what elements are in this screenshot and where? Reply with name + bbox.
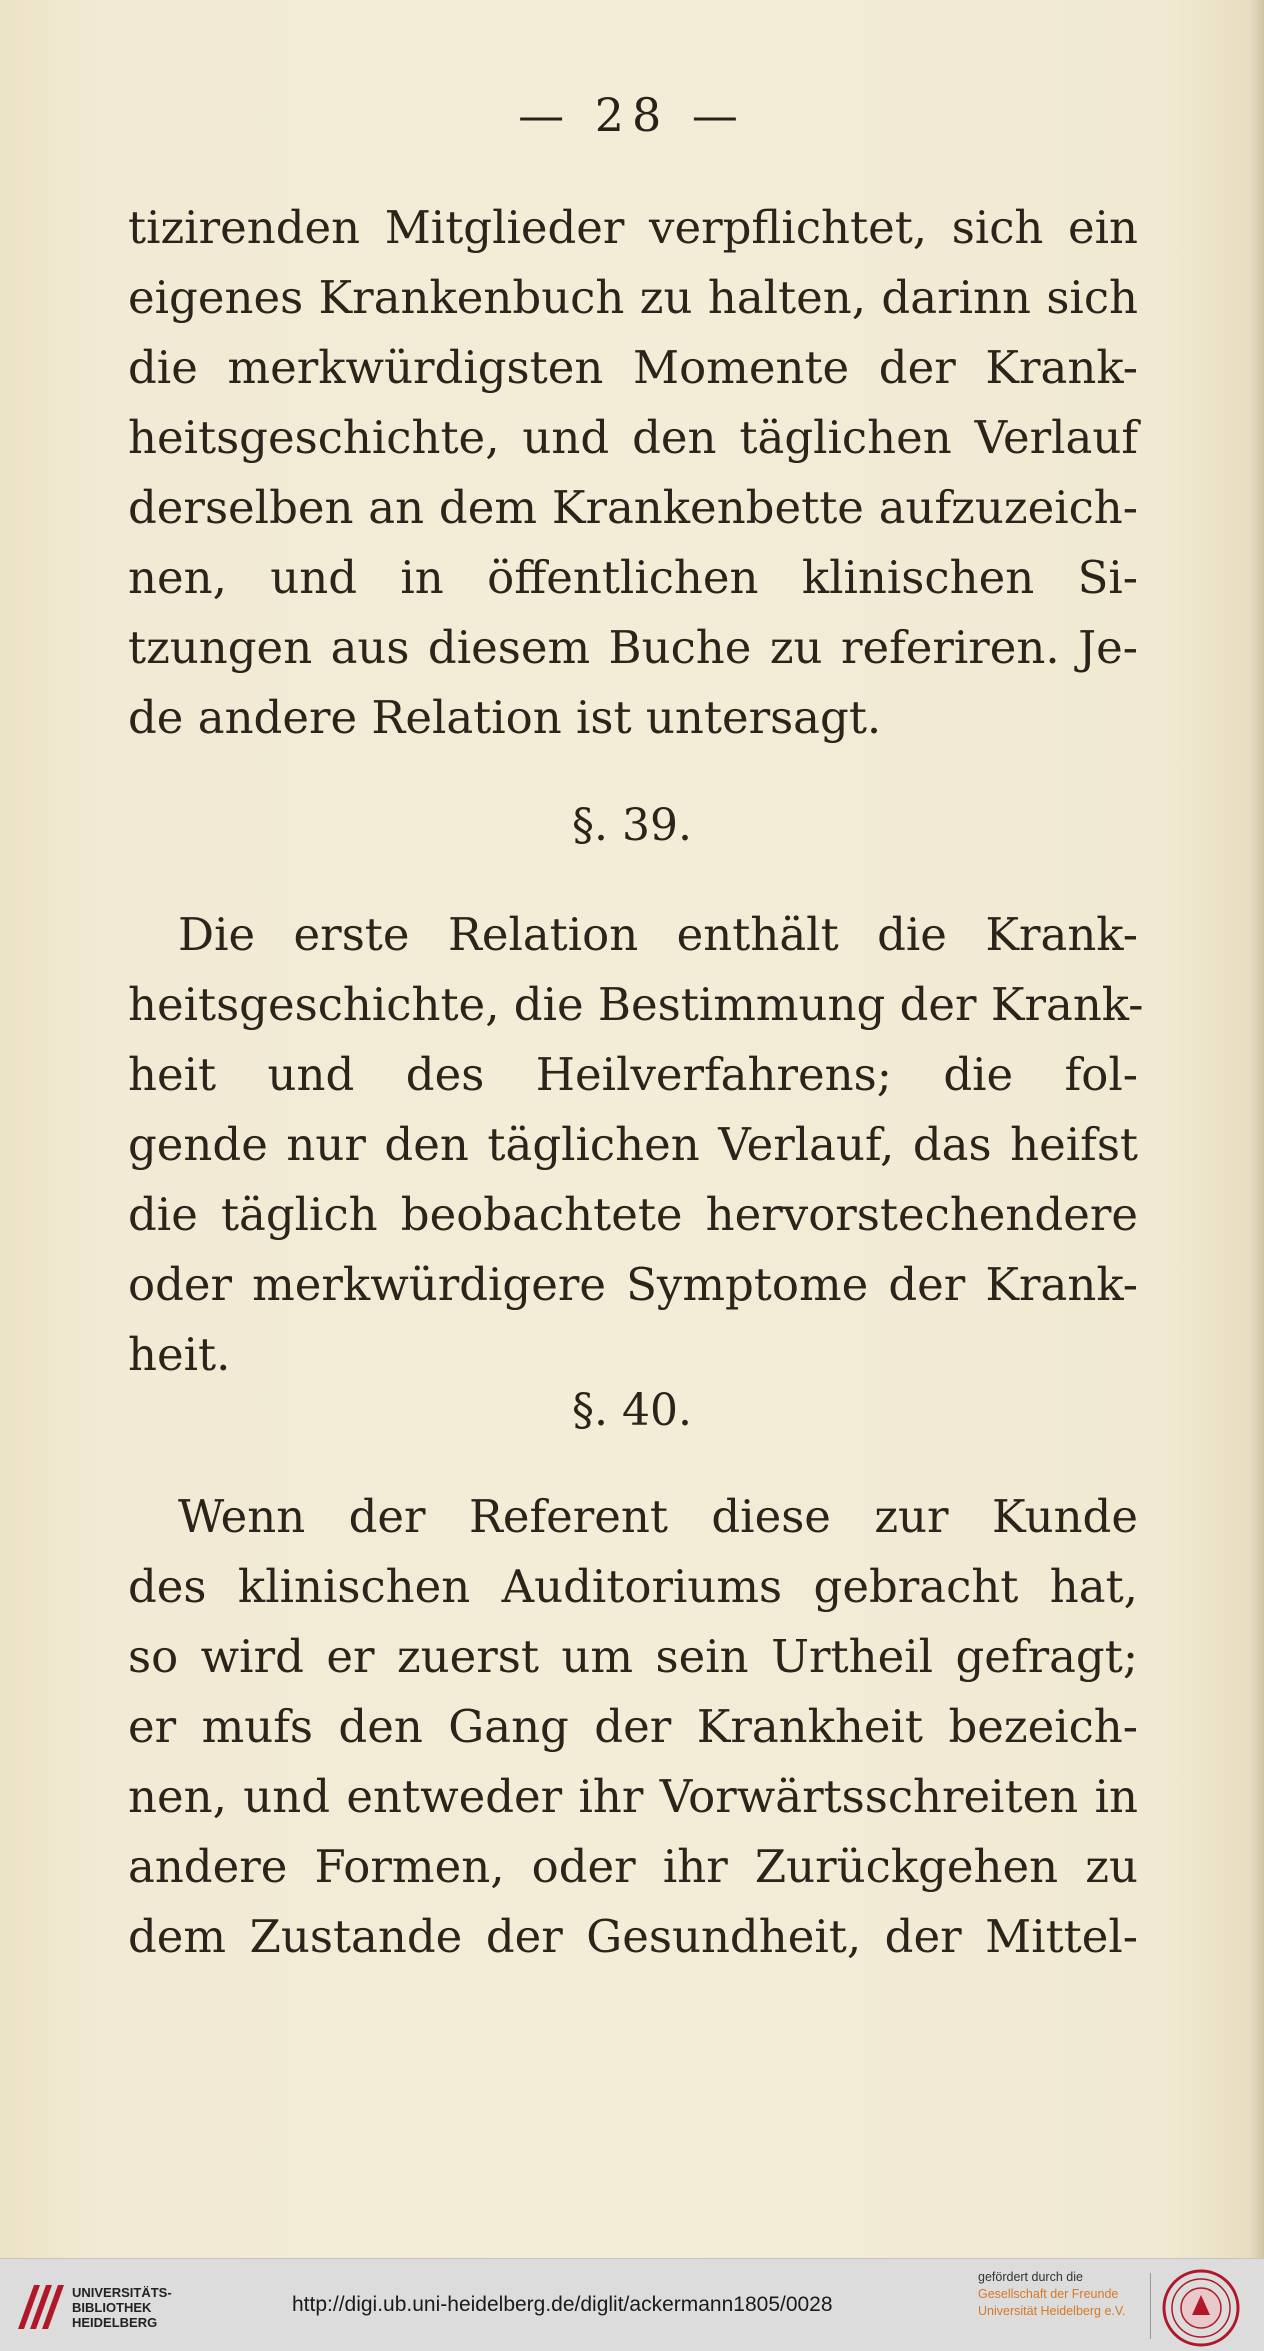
library-name: UNIVERSITÄTS- BIBLIOTHEK HEIDELBERG [72, 2285, 172, 2330]
text-line: heitsgeschichte, die Bestimmung der Krank- [128, 978, 1144, 1031]
text-line: nen, und in öffentlichen klinischen Si- [128, 551, 1138, 604]
text-line: gende nur den täglichen Verlauf, das heifst [128, 1118, 1138, 1171]
text-line: de andere Relation ist untersagt. [128, 691, 882, 744]
paragraph-2 [128, 900, 1144, 1390]
page-number: — 28 — [518, 88, 746, 142]
text-line: andere Formen, oder ihr Zurückgehen zu [128, 1840, 1138, 1893]
text-line: nen, und entweder ihr Vorwärtsschreiten in [128, 1770, 1138, 1823]
text-line: er mufs den Gang der Krankheit bezeich- [128, 1700, 1138, 1753]
text-line: heit und des Heilverfahrens; die fol- [128, 1048, 1138, 1101]
text-line: Wenn der Referent diese zur Kunde [178, 1490, 1138, 1543]
sponsor-org-line: Universität Heidelberg e.V. [978, 2304, 1126, 2318]
text-line: heitsgeschichte, und den täglichen Verlauf [128, 411, 1138, 464]
text-line: dem Zustande der Gesundheit, der Mittel- [128, 1910, 1138, 1963]
library-logo-icon [14, 2277, 66, 2333]
text-line: des klinischen Auditoriums gebracht hat, [128, 1560, 1138, 1613]
sponsor-label: gefördert durch die [978, 2270, 1083, 2284]
university-seal-icon [1162, 2269, 1240, 2347]
paragraph-1 [128, 193, 1138, 753]
sponsor-org-line: Gesellschaft der Freunde [978, 2287, 1119, 2301]
page-edge [1250, 0, 1264, 2258]
section-heading-40: §. 40. [572, 1385, 692, 1436]
text-line: die merkwürdigsten Momente der Krank- [128, 341, 1138, 394]
text-line: heit. [128, 1328, 231, 1381]
text-line: Die erste Relation enthält die Krank- [178, 908, 1138, 961]
section-heading-39: §. 39. [572, 800, 692, 851]
paragraph-3 [128, 1482, 1138, 1972]
permalink-url[interactable]: http://digi.ub.uni-heidelberg.de/diglit/ackermann1805/0028 [292, 2293, 833, 2316]
text-line: eigenes Krankenbuch zu halten, darinn sich [128, 271, 1138, 324]
text-line: oder merkwürdigere Symptome der Krank- [128, 1258, 1138, 1311]
text-line: die täglich beobachtete hervorstechendere [128, 1188, 1138, 1241]
footer-divider [1150, 2273, 1151, 2339]
text-line: so wird er zuerst um sein Urtheil gefragt; [128, 1630, 1138, 1683]
text-line: tizirenden Mitglieder verpflichtet, sich ein [128, 201, 1138, 254]
sponsor-block [978, 2269, 1148, 2320]
footer-bar [0, 2258, 1264, 2351]
text-line: derselben an dem Krankenbette aufzuzeich- [128, 481, 1138, 534]
text-line: tzungen aus diesem Buche zu referiren. Je- [128, 621, 1138, 674]
